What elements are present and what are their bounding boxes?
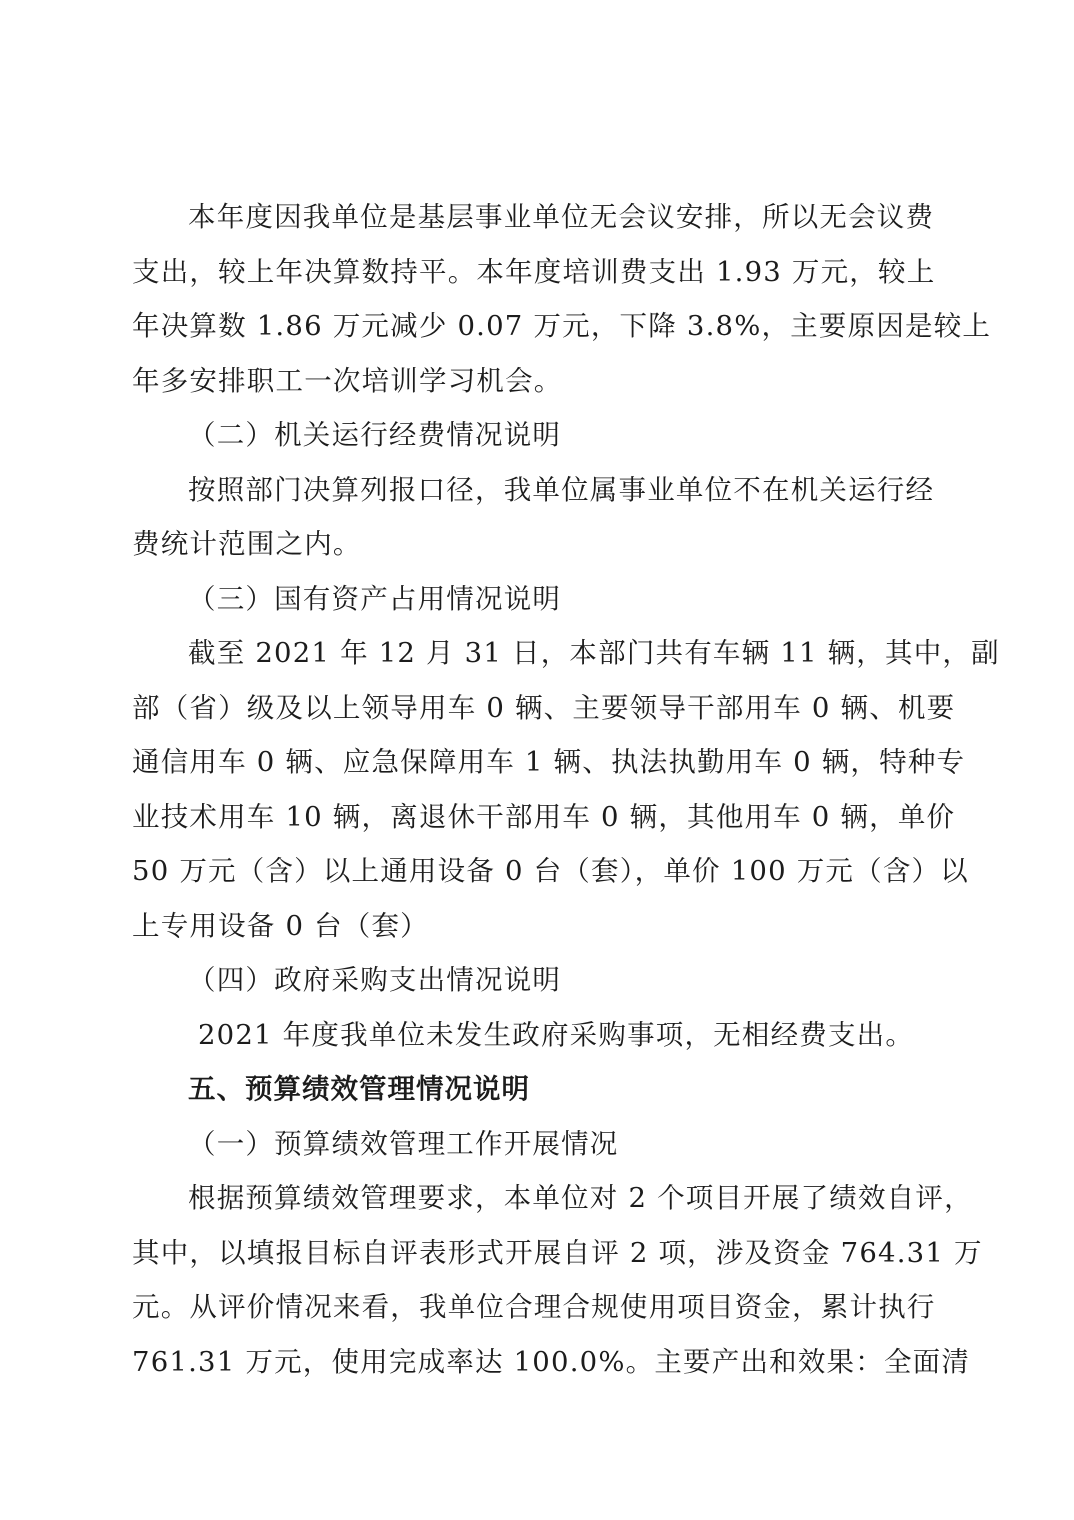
- text-line: 50 万元（含）以上通用设备 0 台（套），单价 100 万元（含）以: [132, 855, 969, 887]
- text-line: 其中，以填报目标自评表形式开展自评 2 项，涉及资金 764.31 万: [132, 1236, 983, 1269]
- text-line: 业技术用车 10 辆，离退休干部用车 0 辆，其他用车 0 辆，单价: [132, 800, 956, 833]
- section-heading-operating-funds: （二）机关运行经费情况说明: [188, 419, 562, 451]
- section-heading-performance-work: （一）预算绩效管理工作开展情况: [188, 1127, 619, 1160]
- text-line: 本年度因我单位是基层事业单位无会议安排，所以无会议费: [188, 201, 935, 233]
- paragraph-state-assets: [132, 626, 1000, 953]
- text-line: 费统计范围之内。: [132, 528, 362, 560]
- document-body: [132, 190, 1000, 1389]
- text-line: 2021 年度我单位未发生政府采购事项，无相经费支出。: [188, 1018, 915, 1051]
- text-line: 年决算数 1.86 万元减少 0.07 万元，下降 3.8%，主要原因是较上: [132, 310, 992, 342]
- text-line: 761.31 万元，使用完成率达 100.0%。主要产出和效果：全面清: [132, 1345, 971, 1378]
- section-heading-procurement: （四）政府采购支出情况说明: [188, 964, 562, 996]
- chapter-heading-performance: 五、预算绩效管理情况说明: [188, 1073, 530, 1105]
- text-line: 截至 2021 年 12 月 31 日，本部门共有车辆 11 辆，其中，副: [188, 637, 1000, 669]
- text-line: 按照部门决算列报口径，我单位属事业单位不在机关运行经: [188, 473, 935, 506]
- text-line: 年多安排职工一次培训学习机会。: [132, 364, 563, 397]
- paragraph-performance-work: [132, 1171, 983, 1389]
- paragraph-procurement: [132, 1008, 944, 1063]
- text-line: 部（省）级及以上领导用车 0 辆、主要领导干部用车 0 辆、机要: [132, 691, 956, 724]
- text-line: 支出，较上年决算数持平。本年度培训费支出 1.93 万元，较上: [132, 255, 936, 288]
- paragraph-operating-funds: [132, 463, 944, 572]
- paragraph-meeting-training-fees: [132, 190, 992, 408]
- text-line: 通信用车 0 辆、应急保障用车 1 辆、执法执勤用车 0 辆，特种专: [132, 746, 966, 778]
- text-line: 根据预算绩效管理要求，本单位对 2 个项目开展了绩效自评，: [188, 1182, 973, 1214]
- text-line: 元。从评价情况来看，我单位合理合规使用项目资金，累计执行: [132, 1291, 936, 1323]
- text-line: 上专用设备 0 台（套）: [132, 909, 429, 942]
- section-heading-state-assets: （三）国有资产占用情况说明: [188, 582, 562, 615]
